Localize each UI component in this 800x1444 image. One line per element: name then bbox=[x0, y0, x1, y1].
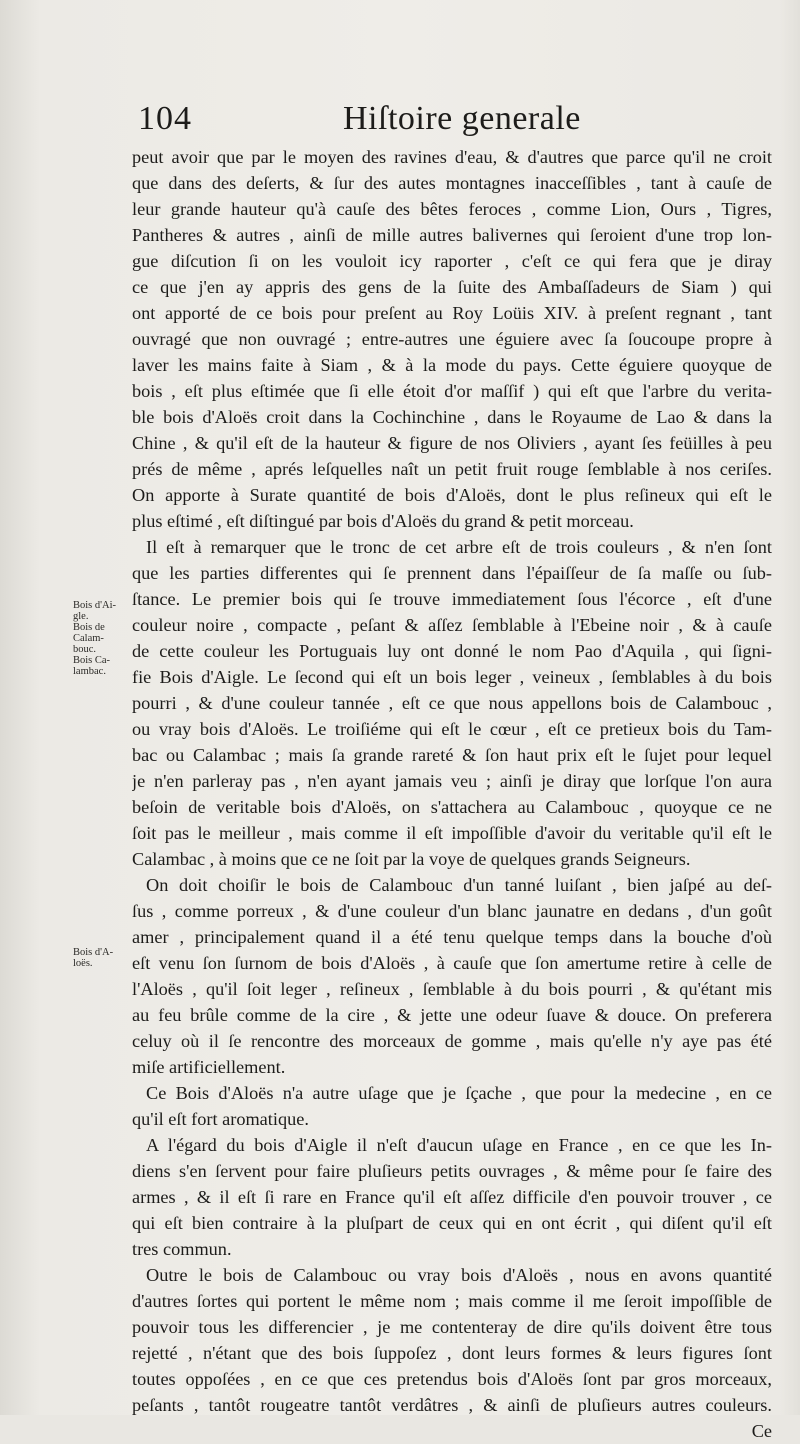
text-line: ſus , comme porreux , & d'une couleur d'un blanc jaunatre en dedans , d'un goût bbox=[132, 901, 772, 921]
text-line: je n'en parleray pas , n'en ayant jamais veu ; ainſi je diray que lorſque l'on aura bbox=[132, 771, 772, 791]
text-line: diens s'en ſervent pour faire pluſieurs petits ouvrages , & même pour ſe faire des bbox=[132, 1161, 772, 1181]
text-line: Calambac , à moins que ce ne ſoit par la voye de quelques grands Seigneurs. bbox=[132, 849, 691, 869]
text-line: Ce Bois d'Aloës n'a autre uſage que je ſçache , que pour la medecine , en ce bbox=[146, 1083, 772, 1103]
text-line: amer , principalement quand il a été tenu quelque temps dans la bouche d'où bbox=[132, 927, 772, 947]
text-line: ont apporté de ce bois pour preſent au Roy Loüis XIV. à preſent regnant , tant bbox=[132, 303, 772, 323]
running-title: Hiſtoire generale bbox=[343, 100, 581, 137]
text-line: ouvragé que non ouvragé ; entre-autres une éguiere avec ſa ſoucoupe propre à bbox=[132, 329, 772, 349]
text-line: armes , & il eſt ſi rare en France qu'il eſt aſſez difficile d'en pouvoir trouver , ce bbox=[132, 1187, 772, 1207]
text-line: bac ou Calambac ; mais ſa grande rareté & ſon haut prix eſt le ſujet pour lequel bbox=[132, 745, 772, 765]
text-line: qui eſt bien contraire à la pluſpart de ceux qui en ont écrit , qui diſent qu'il eſt bbox=[132, 1213, 772, 1233]
body-text bbox=[132, 144, 772, 1444]
text-line: beſoin de veritable bois d'Aloës, on s'attachera au Calambouc , quoyque ce ne bbox=[132, 797, 772, 817]
text-line: couleur noire , compacte , peſant & aſſez ſemblable à l'Ebeine noir , & à cauſe bbox=[132, 615, 772, 635]
text-line: pourri , & d'une couleur tannée , eſt ce que nous appellons bois de Calambouc , bbox=[132, 693, 772, 713]
text-line: eſt venu ſon ſurnom de bois d'Aloës , à cauſe que ſon amertume retire à celle de bbox=[132, 953, 772, 973]
text-line: Il eſt à remarquer que le tronc de cet arbre eſt de trois couleurs , & n'en ſont bbox=[146, 537, 772, 557]
text-line: ce que j'en ay appris des gens de la ſuite des Ambaſſadeurs de Siam ) qui bbox=[132, 277, 772, 297]
text-line: au feu brûle comme de la cire , & jette une odeur ſuave & douce. On preferera bbox=[132, 1005, 772, 1025]
text-line: tres commun. bbox=[132, 1239, 232, 1259]
text-line: de cette couleur les Portuguais luy ont donné le nom Pao d'Aquila , qui ſigni- bbox=[132, 641, 772, 661]
text-line: leur grande hauteur qu'à cauſe des bêtes feroces , comme Lion, Ours , Tigres, bbox=[132, 199, 772, 219]
page-number: 104 bbox=[138, 100, 192, 137]
text-line: ou vray bois d'Aloës. Le troiſiéme qui eſt le cœur , eſt ce pretieux bois du Tam- bbox=[132, 719, 772, 739]
page-header bbox=[128, 100, 778, 144]
text-line: d'autres ſortes qui portent le même nom ; mais comme il me ſeroit impoſſible de bbox=[132, 1291, 772, 1311]
text-line: qu'il eſt fort aromatique. bbox=[132, 1109, 309, 1129]
text-line: bois , eſt plus eſtimée que ſi elle étoit d'or maſſif ) qui eſt que l'arbre du verita- bbox=[132, 381, 772, 401]
text-line: Pantheres & autres , ainſi de mille autres balivernes qui ſeroient d'une trop lon- bbox=[132, 225, 772, 245]
text-line: plus eſtimé , eſt diſtingué par bois d'Aloës du grand & petit morceau. bbox=[132, 511, 634, 531]
text-line: ſtance. Le premier bois qui ſe trouve immediatement ſous l'écorce , eſt d'une bbox=[132, 589, 772, 609]
text-line: On doit choiſir le bois de Calambouc d'un tanné luiſant , bien jaſpé au deſ- bbox=[146, 875, 772, 895]
text-line: peut avoir que par le moyen des ravines d'eau, & d'autres que parce qu'il ne croit bbox=[132, 147, 772, 167]
text-line: gue diſcution ſi on les vouloit icy raporter , c'eſt ce qui fera que je diray bbox=[132, 251, 772, 271]
text-line: toutes oppoſées , en ce que ces pretendus bois d'Aloës ſont par gros morceaux, bbox=[132, 1369, 772, 1389]
catchword: Ce bbox=[751, 1421, 772, 1441]
margin-note-bois-aigle: Bois d'Ai- gle. Bois de Calam- bouc. Bois Ca- lambac. bbox=[73, 600, 117, 677]
text-line: On apporte à Surate quantité de bois d'Aloës, dont le plus reſineux qui eſt le bbox=[132, 485, 772, 505]
margin-note-bois-aloes: Bois d'A- loës. bbox=[73, 947, 114, 969]
text-line: fie Bois d'Aigle. Le ſecond qui eſt un bois leger , veineux , ſemblables à du bois bbox=[132, 667, 772, 687]
text-line: laver les mains faite à Siam , & à la mode du pays. Cette éguiere quoyque de bbox=[132, 355, 772, 375]
text-line: A l'égard du bois d'Aigle il n'eſt d'aucun uſage en France , en ce que les In- bbox=[146, 1135, 772, 1155]
text-line: miſe artificiellement. bbox=[132, 1057, 286, 1077]
text-line: l'Aloës , qu'il ſoit leger , reſineux , ſemblable à du bois pourri , & qu'étant mis bbox=[132, 979, 772, 999]
text-line: que dans des deſerts, & ſur des autes montagnes inacceſſibles , tant à cauſe de bbox=[132, 173, 772, 193]
text-line: pouvoir tous les differencier , je me contenteray de dire qu'ils doivent être tous bbox=[132, 1317, 772, 1337]
text-line: Chine , & qu'il eſt de la hauteur & figure de nos Oliviers , ayant ſes feüilles à peu bbox=[132, 433, 772, 453]
text-line: prés de même , aprés leſquelles naît un petit fruit rouge ſemblable à nos ceriſes. bbox=[132, 459, 772, 479]
text-line: ble bois d'Aloës croit dans la Cochinchine , dans le Royaume de Lao & dans la bbox=[132, 407, 772, 427]
text-line: ſoit pas le meilleur , mais comme il eſt impoſſible d'avoir du veritable qu'il eſt le bbox=[132, 823, 772, 843]
text-line: que les parties differentes qui ſe prennent dans l'épaiſſeur de ſa maſſe ou ſub- bbox=[132, 563, 772, 583]
text-line: rejetté , n'étant que des bois ſuppoſez , dont leurs formes & leurs figures ſont bbox=[132, 1343, 772, 1363]
text-line: celuy où il ſe rencontre des morceaux de gomme , mais qu'elle n'y aye pas été bbox=[132, 1031, 772, 1051]
text-line: peſants , tantôt rougeatre tantôt verdâtres , & ainſi de pluſieurs autres couleurs. bbox=[132, 1395, 772, 1415]
text-line: Outre le bois de Calambouc ou vray bois d'Aloës , nous en avons quantité bbox=[146, 1265, 772, 1285]
